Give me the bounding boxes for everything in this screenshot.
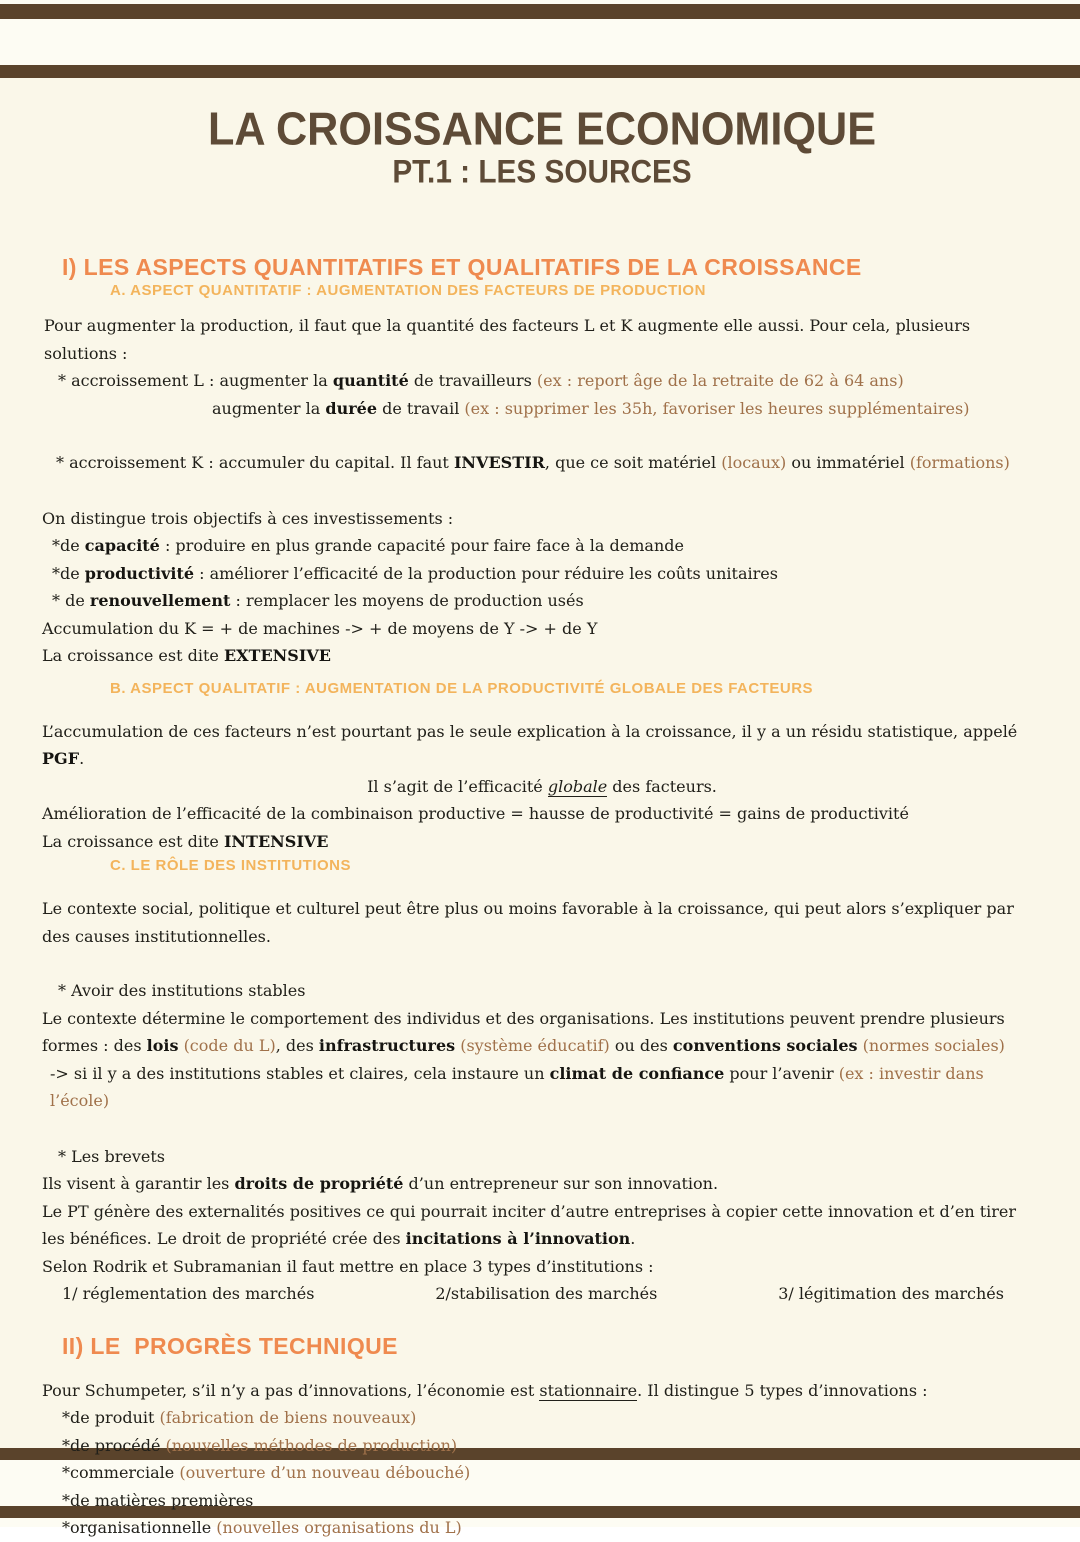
text-line [42,1143,1042,1171]
page-title: LA CROISSANCE ECONOMIQUE [207,101,877,155]
column-item: 1/ réglementation des marchés [62,1284,315,1303]
annotation-text: (formations) [909,453,1010,472]
body-text: *de produit [62,1408,160,1427]
body-text: d’un entrepreneur sur son innovation. [403,1174,719,1193]
body-text: : produire en plus grande capacité pour faire face à la demande [159,536,684,555]
text-line [42,449,1042,477]
subsection-heading: A. ASPECT QUANTITATIF : AUGMENTATION DES FACTEURS DE PRODUCTION [110,282,706,299]
body-text: incitations à l’innovation [405,1229,631,1248]
top-border-bar-inner [0,65,1080,78]
annotation-text: (ex : report âge de la retraite de 62 à 64 ans) [536,371,904,390]
body-text: INTENSIVE [223,831,329,851]
body-text: droits de propriété [234,1174,404,1193]
annotation-text: (nouvelles organisations du L) [216,1518,462,1537]
body-text: *de procédé [62,1435,166,1455]
body-text: On distingue trois objectifs à ces investissements : [42,508,454,528]
body-text: infrastructures [318,1036,456,1055]
body-text: lois [146,1036,179,1055]
body-text: * accroissement K : accumuler du capital. Il faut [56,453,454,472]
body-text: renouvellement [89,591,231,610]
body-text: *organisationnelle [62,1518,217,1537]
text-line [42,615,1042,643]
annotation-text: (nouvelles méthodes de production) [165,1435,458,1455]
spacer [42,1115,1042,1143]
text-line [42,1404,1042,1432]
text-line [42,977,1042,1005]
text-line [42,1459,1042,1487]
body-text: Le PT génère des externalités positives ce qui pourrait inciter d’autre entreprises à copier cette innovation et d’en tirer les bénéfices. Le droit de propriété crée des [42,1201,1017,1248]
body-text: PGF [42,749,80,768]
text-line [42,1487,1042,1515]
annotation-text: (système éducatif) [460,1036,610,1055]
text-line [42,312,1042,367]
body-text: * Avoir des institutions stables [58,981,306,1000]
body-text: ou immatériel [786,453,910,472]
annotation-text: (ex : investir dans l’école) [50,1063,984,1110]
body-text: , que ce soit matériel [544,453,722,472]
annotation-text: (locaux) [721,453,787,472]
body-text: productivité [84,563,195,583]
column-item: 2/stabilisation des marchés [435,1284,658,1303]
text-line [42,1005,1042,1060]
body-text: Selon Rodrik et Subramanian il faut mettre en place 3 types d’institutions : [42,1256,654,1276]
annotation-text: (fabrication de biens nouveaux) [159,1408,417,1427]
body-text: de travailleurs [408,371,537,390]
body-text: de travail [377,398,465,418]
body-text: . [79,749,85,768]
body-text: quantité [332,371,409,390]
body-text: La croissance est dite [42,831,224,851]
text-line [42,1377,1042,1405]
text-line [42,718,1042,773]
page-subtitle: PT.1 : LES SOURCES [392,153,692,190]
text-line [42,1253,1042,1281]
body-text: Le contexte social, politique et culturel peut être plus ou moins favorable à la croissance, qui peut alors s’expliquer par des causes institutionnelles. [42,899,1014,946]
body-text: La croissance est dite [42,646,224,665]
content-blocks [42,252,1042,1542]
body-text: ou des [609,1036,673,1055]
body-text: des facteurs. [607,776,717,796]
annotation-text: (code du L) [183,1036,276,1055]
body-text: Pour augmenter la production, il faut que la quantité des facteurs L et K augmente elle aussi. Pour cela, plusieurs solutions : [44,316,971,363]
body-text: *commerciale [62,1463,180,1482]
subsection-heading: B. ASPECT QUALITATIF : AUGMENTATION DE LA PRODUCTIVITÉ GLOBALE DES FACTEURS [110,679,814,697]
body-text: * accroissement L : augmenter la [58,371,333,390]
body-text: conventions sociales [672,1036,858,1055]
body-text: , des [275,1036,319,1055]
top-border-bar-outer [0,4,1080,19]
body-text: pour l’avenir [724,1063,839,1083]
body-text: L’accumulation de ces facteurs n’est pourtant pas le seule explication à la croissance, il y a un résidu statistique, appelé [42,721,1018,741]
body-text: : améliorer l’efficacité de la production pour réduire les coûts unitaires [194,563,778,583]
body-text: Accumulation du K = + de machines -> + de moyens de Y -> + de Y [42,618,598,638]
body-text: Il s’agit de l’efficacité [367,776,548,796]
subsection-heading: C. LE RÔLE DES INSTITUTIONS [110,857,352,874]
section-heading: II) LE PROGRÈS TECHNIQUE [62,1332,398,1359]
annotation-text: (ex : supprimer les 35h, favoriser les heures supplémentaires) [464,398,970,418]
body-text: -> si il y a des institutions stables et claires, cela instaure un [50,1063,550,1083]
text-line [42,895,1042,950]
spacer [42,950,1042,977]
body-text: . [630,1229,636,1248]
spacer [42,477,1042,505]
body-text: * Les brevets [58,1146,165,1166]
section-heading: I) LES ASPECTS QUANTITATIFS ET QUALITATIFS DE LA CROISSANCE [62,254,862,280]
body-text: durée [325,398,378,418]
text-line [42,560,1042,588]
body-text: *de matières premières [62,1490,254,1510]
body-text: climat de confiance [549,1063,725,1083]
body-text: Pour Schumpeter, s’il n’y a pas d’innovations, l’économie est [42,1380,540,1400]
body-text: Le contexte détermine le comportement des individus et des organisations. Les institutions peuvent prendre plusieurs formes : des [42,1008,1005,1055]
body-text: . Il distingue 5 types d’innovations : [637,1380,928,1400]
body-text: INVESTIR [453,453,545,472]
text-line [42,367,1042,395]
text-line [42,1514,1042,1542]
body-text: * de [52,591,90,610]
text-line [42,800,1042,828]
spacer [42,422,1042,449]
body-text: Ils visent à garantir les [42,1174,235,1193]
text-line [42,1432,1042,1460]
body-text: stationnaire [539,1380,638,1400]
text-line [42,1198,1042,1253]
body-text: globale [547,776,608,796]
column-item: 3/ légitimation des marchés [778,1284,1004,1303]
body-text: EXTENSIVE [223,646,331,665]
document-content [42,101,1042,1542]
body-text: Amélioration de l’efficacité de la combinaison productive = hausse de productivité = gains de productivité [42,804,909,823]
text-line [42,395,1042,423]
three-column-row [42,1280,1042,1308]
text-line [42,642,1042,670]
text-line [42,1170,1042,1198]
body-text: *de [52,563,85,583]
annotation-text: (normes sociales) [862,1036,1005,1055]
text-line [42,773,1042,801]
text-line [42,505,1042,533]
body-text: capacité [84,536,160,555]
annotation-text: (ouverture d’un nouveau débouché) [179,1463,471,1482]
body-text: augmenter la [212,398,326,418]
text-line [42,1060,1042,1115]
text-line [42,828,1042,856]
text-line [42,532,1042,560]
text-line [42,587,1042,615]
body-text: *de [52,536,85,555]
body-text: : remplacer les moyens de production usés [230,591,584,610]
